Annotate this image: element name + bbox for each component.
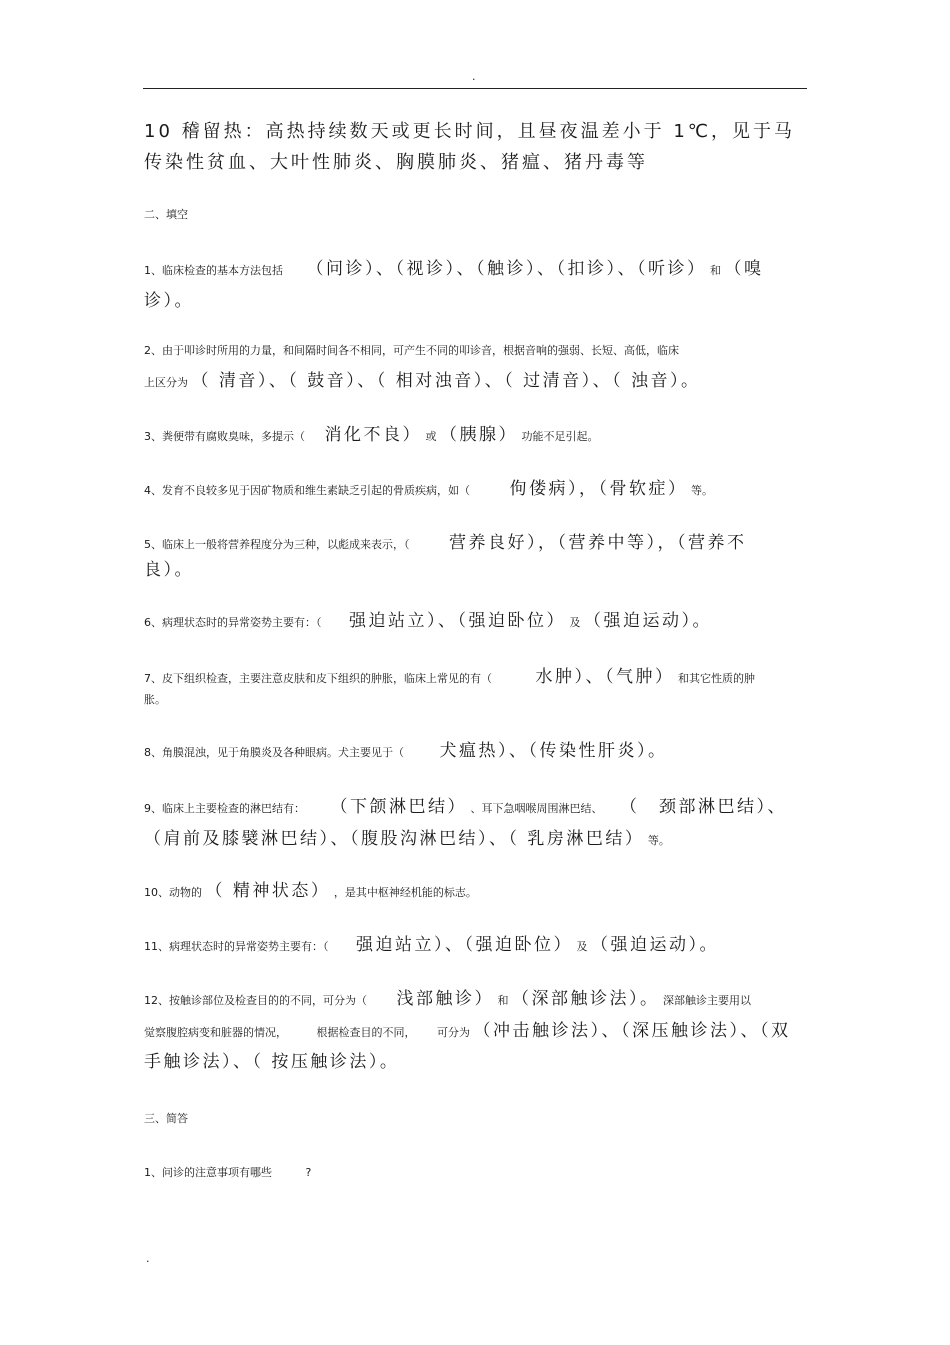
q6-answer-2: （强迫运动）。	[584, 611, 712, 631]
q11-and: 及	[576, 940, 588, 953]
q5-text: 5、临床上一般将营养程度分为三种，以彪成来表示，（	[144, 538, 410, 551]
question-12-line-3	[144, 1048, 808, 1078]
q5-answer-2: 良）。	[144, 560, 194, 580]
q12-answer-3: （冲击触诊法）、（深压触诊法）、（双	[473, 1021, 791, 1041]
q12-answer-2: （深部触诊法）。	[512, 989, 660, 1009]
q9-answer: （下颌淋巴结）	[330, 797, 467, 817]
q3-or: 或	[425, 430, 437, 443]
footer-dot: .	[146, 1252, 150, 1265]
question-12-line-2	[144, 1016, 808, 1048]
question-8	[144, 736, 808, 768]
q3-answer: 消化不良）	[324, 425, 422, 445]
q6-text: 6、病理状态时的异常姿势主要有：（	[144, 616, 322, 629]
q9-answer-3: （肩前及膝襞淋巴结）、（腹股沟淋巴结）、（ 乳房淋巴结）	[144, 829, 645, 849]
q2-answer: （ 清音）、（ 鼓音）、（ 相对浊音）、（ 过清音）、（ 浊音）。	[191, 371, 701, 391]
q1-text: 1、临床检查的基本方法包括	[144, 264, 283, 277]
q3-text: 3、粪便带有腐败臭味，多提示（	[144, 430, 305, 443]
q11-answer-2: （强迫运动）。	[591, 935, 719, 955]
q12-and: 和	[497, 994, 509, 1007]
q8-answer: 犬瘟热）、（传染性肝炎）。	[439, 741, 668, 761]
q11-answer: 强迫站立）、（强迫卧位）	[356, 935, 573, 955]
q1-and: 和	[710, 264, 721, 277]
q2-text: 上区分为	[144, 376, 188, 389]
question-2-line-1: 2、由于叩诊时所用的力量，和间隔时间各不相同，可产生不同的叩诊音，根据音响的强弱、长短、高低，临床	[144, 344, 679, 357]
q12-text-4: 根据检查目的不同，	[316, 1026, 416, 1039]
header-rule	[143, 88, 807, 89]
q9-text: 9、临床上主要检查的淋巴结有：	[144, 802, 305, 815]
q11-text: 11、病理状态时的异常姿势主要有：（	[144, 940, 329, 953]
q1-answer: （问诊）、（视诊）、（触诊）、（扣诊）、（听诊）	[306, 259, 707, 279]
q5-answer: 营养良好），（营养中等），（营养不	[449, 533, 747, 553]
q4-text: 4、发育不良较多见于因矿物质和维生素缺乏引起的骨质疾病，如（	[144, 484, 470, 497]
q4-text-2: 等。	[691, 484, 713, 497]
question-7-line-2: 胀。	[144, 693, 166, 706]
q6-and: 及	[569, 616, 581, 629]
q7-text-2: 和其它性质的肿	[678, 672, 755, 685]
q12-text: 12、按触诊部位及检查目的的不同，可分为（	[144, 994, 367, 1007]
q4-answer: 佝偻病），（骨软症）	[509, 479, 688, 499]
q12-answer: 浅部触诊）	[396, 989, 494, 1009]
question-2-line-2	[144, 366, 808, 398]
q10-text: 10、动物的	[144, 886, 202, 899]
q12-text-3: 觉察腹腔病变和脏器的情况，	[144, 1026, 287, 1039]
intro-line-2: 传染性贫血、大叶性肺炎、胸膜肺炎、猪瘟、猪丹毒等	[144, 152, 648, 173]
q9-text-3: 等。	[647, 834, 670, 847]
q12-answer-4: 手触诊法）、（ 按压触诊法）。	[144, 1052, 400, 1072]
intro-line-1: 10 稽留热：高热持续数天或更长时间，且昼夜温差小于 1℃，见于马	[144, 121, 796, 142]
question-7	[144, 662, 808, 694]
question-4	[144, 474, 808, 506]
question-12-line-1	[144, 984, 808, 1016]
q10-text-2: ，是其中枢神经机能的标志。	[333, 886, 477, 899]
q7-text: 7、皮下组织检查，主要注意皮肤和皮下组织的肿胀，临床上常见的有（	[144, 672, 492, 685]
section-short-heading: 三、简答	[144, 1112, 188, 1125]
q1-answer-2: （嗅诊）。	[144, 259, 764, 311]
question-1	[144, 254, 808, 318]
q3-answer-2: （胰腺）	[440, 425, 518, 445]
header-dot: .	[472, 70, 476, 83]
short-question-1	[144, 1158, 808, 1188]
question-6	[144, 606, 808, 638]
short1-text: 1、问诊的注意事项有哪些	[144, 1166, 272, 1179]
question-10	[144, 876, 808, 908]
question-9	[144, 792, 808, 824]
q9-text-2: 、耳下急咽喉周围淋巴结、	[470, 802, 603, 815]
q8-text: 8、角膜混浊，见于角膜炎及各种眼病。犬主要见于（	[144, 746, 404, 759]
q6-answer: 强迫站立）、（强迫卧位）	[349, 611, 566, 631]
question-11	[144, 930, 808, 962]
question-5	[144, 528, 808, 560]
document-body	[144, 116, 808, 1188]
question-5-line-2	[144, 560, 808, 582]
q10-answer: （ 精神状态）	[205, 881, 331, 901]
q12-text-5: 可分为	[437, 1026, 470, 1039]
q7-answer: 水肿）、（气肿）	[535, 667, 675, 687]
q9-answer-2: （ 颈部淋巴结）、	[620, 797, 787, 817]
short1-mark: ?	[305, 1166, 312, 1179]
question-9-line-2	[144, 824, 808, 856]
q12-text-2: 深部触诊主要用以	[663, 994, 751, 1007]
section-fill-heading: 二、填空	[144, 208, 188, 221]
question-3	[144, 420, 808, 452]
q3-text-2: 功能不足引起。	[521, 430, 599, 443]
